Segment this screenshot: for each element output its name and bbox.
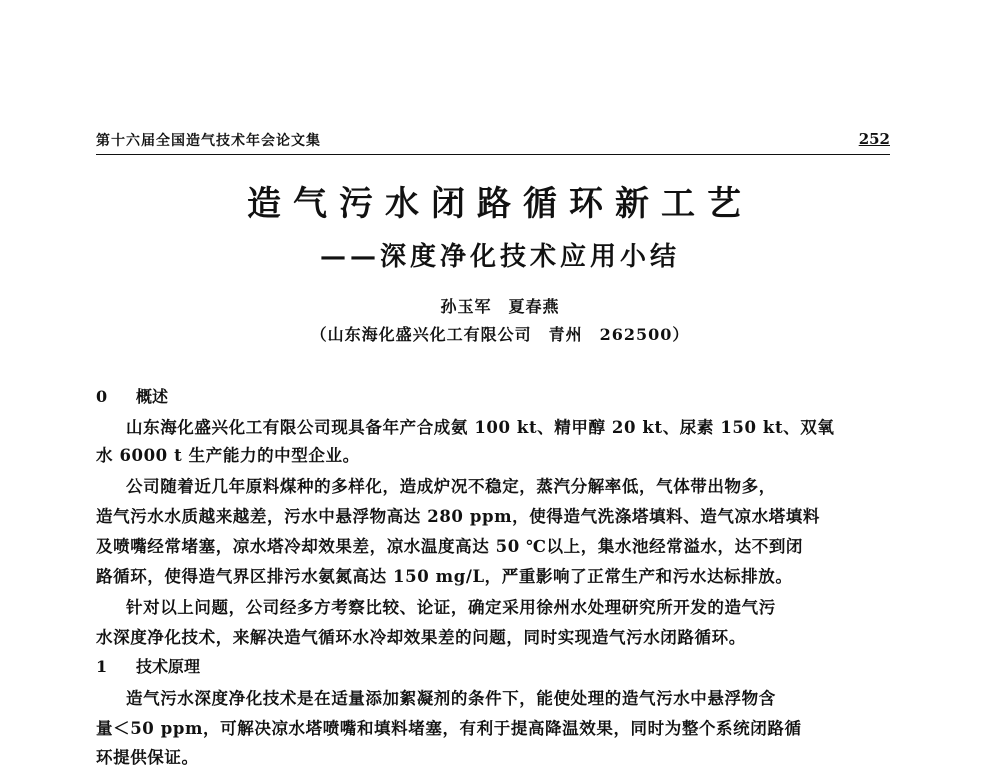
body-line: 及喷嘴经常堵塞，凉水塔冷却效果差，凉水温度高达 50 ℃以上，集水池经常溢水，达不到闭 <box>96 537 804 556</box>
section-number: 1 <box>96 657 108 676</box>
section-title: 技术原理 <box>136 657 201 676</box>
paper-subtitle: ——深度净化技术应用小结 <box>319 242 680 272</box>
authors: 孙玉军 夏春燕 <box>440 297 560 316</box>
section-title: 概述 <box>136 387 169 406</box>
journal-title: 第十六届全国造气技术年会论文集 <box>96 133 321 149</box>
body-line: 针对以上问题，公司经多方考察比较、论证，确定采用徐州水处理研究所开发的造气污 <box>126 598 776 617</box>
body-line: 水 6000 t 生产能力的中型企业。 <box>96 446 360 465</box>
body-line: 公司随着近几年原料煤种的多样化，造成炉况不稳定，蒸汽分解率低，气体带出物多， <box>126 477 776 496</box>
page-number: 252 <box>858 130 890 148</box>
body-line: 造气污水深度净化技术是在适量添加絮凝剂的条件下，能使处理的造气污水中悬浮物含 <box>126 689 776 708</box>
body-line: 环提供保证。 <box>96 748 199 767</box>
paper-title: 造气污水闭路循环新工艺 <box>247 184 753 224</box>
body-line: 量＜50 ppm，可解决凉水塔喷嘴和填料堵塞，有利于提高降温效果，同时为整个系统闭路循 <box>96 719 802 738</box>
body-line: 水深度净化技术，来解决造气循环水冷却效果差的问题，同时实现造气污水闭路循环。 <box>96 628 746 647</box>
section-heading-1 <box>96 654 200 677</box>
section-number: 0 <box>96 387 108 406</box>
body-line: 山东海化盛兴化工有限公司现具备年产合成氨 100 kt、精甲醇 20 kt、尿素 150 kt、双氧 <box>126 418 835 437</box>
running-header <box>96 128 890 155</box>
affiliation: （山东海化盛兴化工有限公司 青州 262500） <box>310 325 690 344</box>
body-line: 造气污水水质越来越差，污水中悬浮物高达 280 ppm，使得造气洗涤塔填料、造气凉水塔填料 <box>96 507 820 526</box>
section-heading-0 <box>96 384 168 407</box>
body-line: 路循环，使得造气界区排污水氨氮高达 150 mg/L，严重影响了正常生产和污水达标排放。 <box>96 567 793 586</box>
